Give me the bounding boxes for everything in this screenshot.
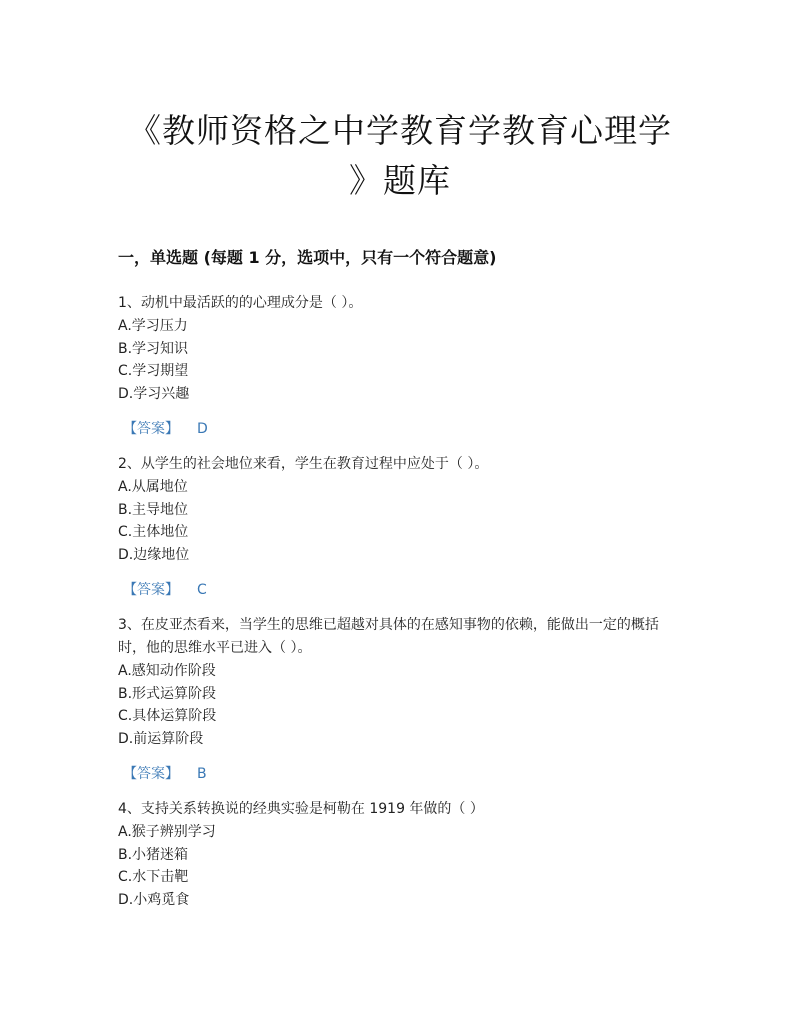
option-c: C.学习期望 [118, 363, 189, 379]
answer-value: D [197, 421, 208, 437]
option-a: A.感知动作阶段 [118, 663, 216, 679]
answer-value: C [197, 582, 207, 598]
question-3 [118, 614, 678, 785]
option-c: C.水下击靶 [118, 869, 189, 885]
answer-line [118, 763, 678, 785]
answer-label: 【答案】 [123, 421, 179, 437]
option-a: A.学习压力 [118, 318, 188, 334]
option-d: D.边缘地位 [118, 546, 190, 563]
option-a: A.从属地位 [118, 479, 188, 495]
option-b: B.形式运算阶段 [118, 685, 217, 702]
answer-label: 【答案】 [123, 766, 179, 782]
option-d: D.学习兴趣 [118, 385, 190, 402]
question-2 [118, 453, 678, 601]
option-b: B.小猪迷箱 [118, 846, 189, 863]
option-a: A.猴子辨别学习 [118, 824, 216, 840]
question-stem: 3、在皮亚杰看来，当学生的思维已超越对具体的在感知事物的依赖，能做出一定的概括时，他的思维水平已进入（ ）。 [118, 617, 659, 656]
answer-value: B [197, 766, 207, 782]
question-stem: 1、动机中最活跃的的心理成分是（ ）。 [118, 295, 363, 311]
document-title [100, 106, 700, 206]
question-stem: 2、从学生的社会地位来看，学生在教育过程中应处于（ ）。 [118, 456, 489, 472]
option-b: B.学习知识 [118, 340, 189, 357]
question-1 [118, 292, 678, 440]
title-line-1: 《教师资格之中学教育学教育心理学 [128, 111, 672, 150]
answer-line [118, 418, 678, 440]
option-c: C.主体地位 [118, 524, 189, 540]
option-c: C.具体运算阶段 [118, 708, 217, 724]
option-b: B.主导地位 [118, 501, 189, 518]
question-stem: 4、支持关系转换说的经典实验是柯勒在 1919 年做的（ ） [118, 801, 484, 817]
section-heading: 一，单选题 (每题 1 分，选项中，只有一个符合题意) [118, 248, 497, 267]
answer-label: 【答案】 [123, 582, 179, 598]
answer-line [118, 579, 678, 601]
title-line-2: 》题库 [349, 161, 451, 200]
question-4 [118, 798, 678, 911]
option-d: D.小鸡觅食 [118, 891, 190, 908]
question-list [118, 292, 678, 911]
option-d: D.前运算阶段 [118, 730, 204, 747]
